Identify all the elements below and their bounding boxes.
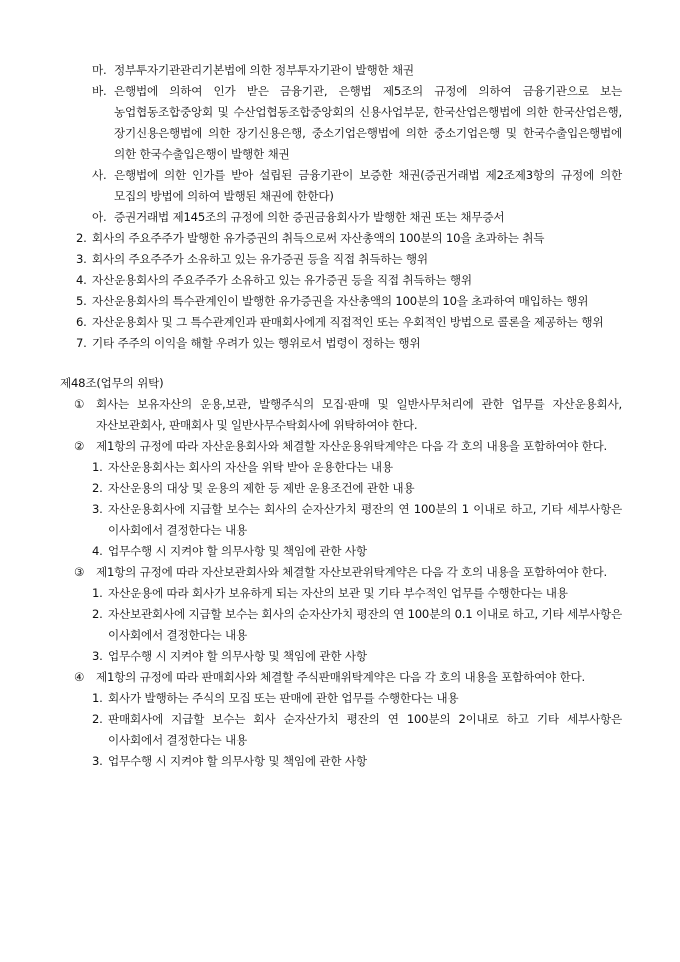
item-marker: 1.	[92, 691, 103, 705]
item-text: 정부투자기관관리기본법에 의한 정부투자기관이 발행한 채권	[114, 63, 414, 77]
paragraph-marker: ②	[74, 439, 85, 453]
paragraph-text: 제1항의 규정에 따라 판매회사와 체결할 주식판매위탁계약은 다음 각 호의 내용을 포함하여야 한다.	[96, 670, 585, 684]
paragraph-2-item-4	[92, 541, 622, 562]
numbered-item-3	[76, 249, 622, 270]
paragraph-marker: ①	[74, 397, 85, 411]
item-text: 회사가 발행하는 주식의 모집 또는 판매에 관한 업무를 수행한다는 내용	[108, 691, 459, 705]
item-text: 자산운용회사의 주요주주가 소유하고 있는 유가증권 등을 직접 취득하는 행위	[92, 273, 472, 287]
paragraph-3-item-1	[92, 583, 622, 604]
paragraph-3	[74, 562, 622, 583]
item-marker: 7.	[76, 336, 87, 350]
paragraph-2-item-1	[92, 457, 622, 478]
item-marker: 1.	[92, 460, 103, 474]
item-text: 증권거래법 제145조의 규정에 의한 증권금융회사가 발행한 채권 또는 채무증서	[114, 210, 505, 224]
paragraph-text: 제1항의 규정에 따라 자산보관회사와 체결할 자산보관위탁계약은 다음 각 호의 내용을 포함하여야 한다.	[96, 565, 607, 579]
article-heading: 제48조(업무의 위탁)	[60, 376, 164, 390]
item-text: 자산운용회사 및 그 특수관계인과 판매회사에게 직접적인 또는 우회적인 방법으로 콜론을 제공하는 행위	[92, 315, 604, 329]
paragraph-4	[74, 667, 622, 688]
sub-item-ma	[92, 60, 622, 81]
item-text: 기타 주주의 이익을 해할 우려가 있는 행위로서 법령이 정하는 행위	[92, 336, 421, 350]
item-text: 자산운용에 따라 회사가 보유하게 되는 자산의 보관 및 기타 부수적인 업무를 수행한다는 내용	[108, 586, 568, 600]
numbered-item-4	[76, 270, 622, 291]
item-marker: 1.	[92, 586, 103, 600]
paragraph-2-item-3	[92, 499, 622, 541]
paragraph-2-item-2	[92, 478, 622, 499]
item-marker: 3.	[92, 649, 103, 663]
item-marker: 2.	[92, 712, 103, 726]
item-marker: 2.	[76, 231, 87, 245]
paragraph-4-item-2	[92, 709, 622, 751]
item-marker: 바.	[92, 84, 107, 98]
sub-item-ba	[92, 81, 622, 165]
item-text: 업무수행 시 지켜야 할 의무사항 및 책임에 관한 사항	[108, 754, 367, 768]
item-text: 자산보관회사에 지급할 보수는 회사의 순자산가치 평잔의 연 100분의 0.1 이내로 하고, 기타 세부사항은 이사회에서 결정한다는 내용	[108, 607, 622, 642]
paragraph-1	[74, 394, 622, 436]
paragraph-text: 제1항의 규정에 따라 자산운용회사와 체결할 자산운용위탁계약은 다음 각 호의 내용을 포함하여야 한다.	[96, 439, 607, 453]
numbered-item-5	[76, 291, 622, 312]
item-text: 자산운용의 대상 및 운용의 제한 등 제반 운용조건에 관한 내용	[108, 481, 415, 495]
document-page	[0, 60, 680, 772]
paragraph-4-item-1	[92, 688, 622, 709]
paragraph-2	[74, 436, 622, 457]
paragraph-marker: ④	[74, 670, 85, 684]
sub-item-a	[92, 207, 622, 228]
item-text: 회사의 주요주주가 발행한 유가증권의 취득으로써 자산총액의 100분의 10을 초과하는 취득	[92, 231, 545, 245]
item-marker: 2.	[92, 481, 103, 495]
sub-item-sa	[92, 165, 622, 207]
item-text: 판매회사에 지급할 보수는 회사 순자산가치 평잔의 연 100분의 2이내로 하고 기타 세부사항은 이사회에서 결정한다는 내용	[108, 712, 622, 747]
paragraph-marker: ③	[74, 565, 85, 579]
numbered-item-7	[76, 333, 622, 354]
item-marker: 2.	[92, 607, 103, 621]
item-text: 은행법에 의한 인가를 받아 설립된 금융기관이 보증한 채권(증권거래법 제2조제3항의 규정에 의한 모집의 방법에 의하여 발행된 채권에 한한다)	[114, 168, 622, 203]
item-marker: 5.	[76, 294, 87, 308]
item-marker: 3.	[76, 252, 87, 266]
item-marker: 6.	[76, 315, 87, 329]
item-marker: 마.	[92, 63, 107, 77]
paragraph-4-item-3	[92, 751, 622, 772]
item-text: 자산운용회사의 특수관계인이 발행한 유가증권을 자산총액의 100분의 10을 초과하여 매입하는 행위	[92, 294, 589, 308]
item-text: 업무수행 시 지켜야 할 의무사항 및 책임에 관한 사항	[108, 649, 367, 663]
paragraph-3-item-3	[92, 646, 622, 667]
item-text: 은행법에 의하여 인가 받은 금융기관, 은행법 제5조의 규정에 의하여 금융기관으로 보는 농업협동조합중앙회 및 수산업협동조합중앙회의 신용사업부문, 한국산업은행법에 의한 한국산업은행, 장기신용은행법에 의한 장기신용은행, 중소기업은행법에 의한 중소기업은행 및 한국수출입은행법에 의한 한국수출입은행이 발행한 채권	[114, 84, 622, 161]
item-text: 자산운용회사에 지급할 보수는 회사의 순자산가치 평잔의 연 100분의 1 이내로 하고, 기타 세부사항은 이사회에서 결정한다는 내용	[108, 502, 622, 537]
item-marker: 아.	[92, 210, 107, 224]
item-marker: 사.	[92, 168, 107, 182]
item-text: 업무수행 시 지켜야 할 의무사항 및 책임에 관한 사항	[108, 544, 367, 558]
item-marker: 4.	[76, 273, 87, 287]
item-text: 회사의 주요주주가 소유하고 있는 유가증권 등을 직접 취득하는 행위	[92, 252, 428, 266]
item-marker: 3.	[92, 754, 103, 768]
numbered-item-6	[76, 312, 622, 333]
paragraph-text: 회사는 보유자산의 운용,보관, 발행주식의 모집·판매 및 일반사무처리에 관한 업무를 자산운용회사, 자산보관회사, 판매회사 및 일반사무수탁회사에 위탁하여야 한다.	[96, 397, 622, 432]
numbered-item-2	[76, 228, 622, 249]
item-marker: 3.	[92, 502, 103, 516]
item-marker: 4.	[92, 544, 103, 558]
item-text: 자산운용회사는 회사의 자산을 위탁 받아 운용한다는 내용	[108, 460, 393, 474]
paragraph-3-item-2	[92, 604, 622, 646]
